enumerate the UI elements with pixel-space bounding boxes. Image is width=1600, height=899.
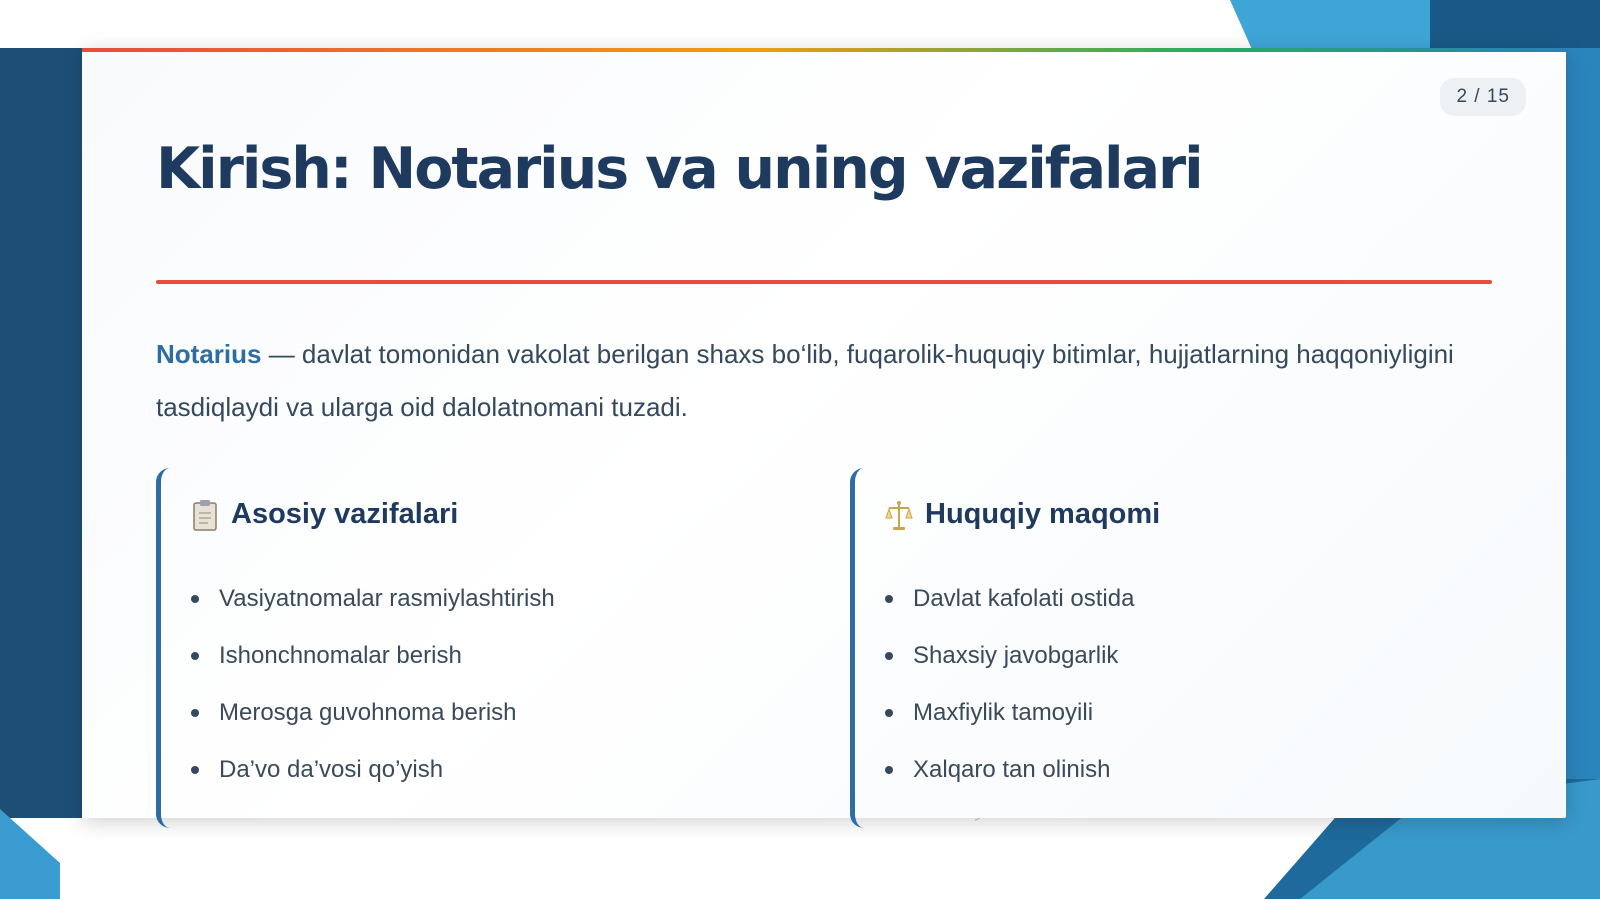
slide-top-accent-bar bbox=[82, 48, 1566, 52]
slide-counter: 2 / 15 bbox=[1440, 78, 1526, 116]
list-item bbox=[191, 627, 555, 684]
list-item bbox=[191, 741, 555, 798]
slide-title: Kirish: Notarius va uning vazifalari bbox=[156, 136, 1202, 202]
bullet-icon bbox=[885, 595, 893, 603]
list-item bbox=[191, 570, 555, 627]
clipboard-icon bbox=[191, 499, 219, 531]
card-header bbox=[885, 498, 1160, 531]
bullet-icon bbox=[885, 652, 893, 660]
list-item-text: Shaxsiy javobgarlik bbox=[913, 641, 1119, 669]
scales-icon bbox=[885, 499, 913, 531]
list-item bbox=[885, 570, 1134, 627]
background-right-band bbox=[1566, 48, 1600, 818]
list-item bbox=[885, 627, 1134, 684]
card-title: Huquqiy maqomi bbox=[925, 498, 1161, 530]
list-item-text: Maxfiylik tamoyili bbox=[913, 698, 1094, 726]
card-main-duties bbox=[156, 468, 801, 828]
list-item-text: Ishonchnomalar berish bbox=[219, 641, 462, 669]
card-title: Asosiy vazifalari bbox=[231, 498, 459, 530]
legal-status-list bbox=[885, 570, 1134, 798]
title-underline bbox=[156, 280, 1492, 284]
card-header bbox=[191, 498, 458, 531]
list-item-text: Merosga guvohnoma berish bbox=[219, 698, 517, 726]
slide-card bbox=[82, 48, 1566, 818]
list-item-text: Da’vo da’vosi qo’yish bbox=[219, 755, 444, 783]
background-left-band bbox=[0, 48, 82, 818]
list-item-text: Xalqaro tan olinish bbox=[913, 755, 1111, 783]
list-item-text: Davlat kafolati ostida bbox=[913, 584, 1135, 612]
bullet-icon bbox=[191, 595, 199, 603]
list-item-text: Vasiyatnomalar rasmiylashtirish bbox=[219, 584, 555, 612]
card-legal-status bbox=[850, 468, 1495, 828]
background-bottom-left-shape bbox=[0, 809, 60, 899]
list-item bbox=[191, 684, 555, 741]
bullet-icon bbox=[191, 766, 199, 774]
bullet-icon bbox=[191, 709, 199, 717]
duties-list bbox=[191, 570, 555, 798]
bullet-icon bbox=[885, 709, 893, 717]
intro-term: Notarius bbox=[156, 339, 262, 369]
intro-text: — davlat tomonidan vakolat berilgan shaxs bo‘lib, fuqarolik-huquqiy bitimlar, hujjatlarning haqqoniyligini tasdiqlaydi va ularga oid dalolatnomani tuzadi. bbox=[156, 339, 1454, 422]
list-item bbox=[885, 741, 1134, 798]
bullet-icon bbox=[885, 766, 893, 774]
list-item bbox=[885, 684, 1134, 741]
intro-paragraph bbox=[156, 328, 1496, 434]
bullet-icon bbox=[191, 652, 199, 660]
